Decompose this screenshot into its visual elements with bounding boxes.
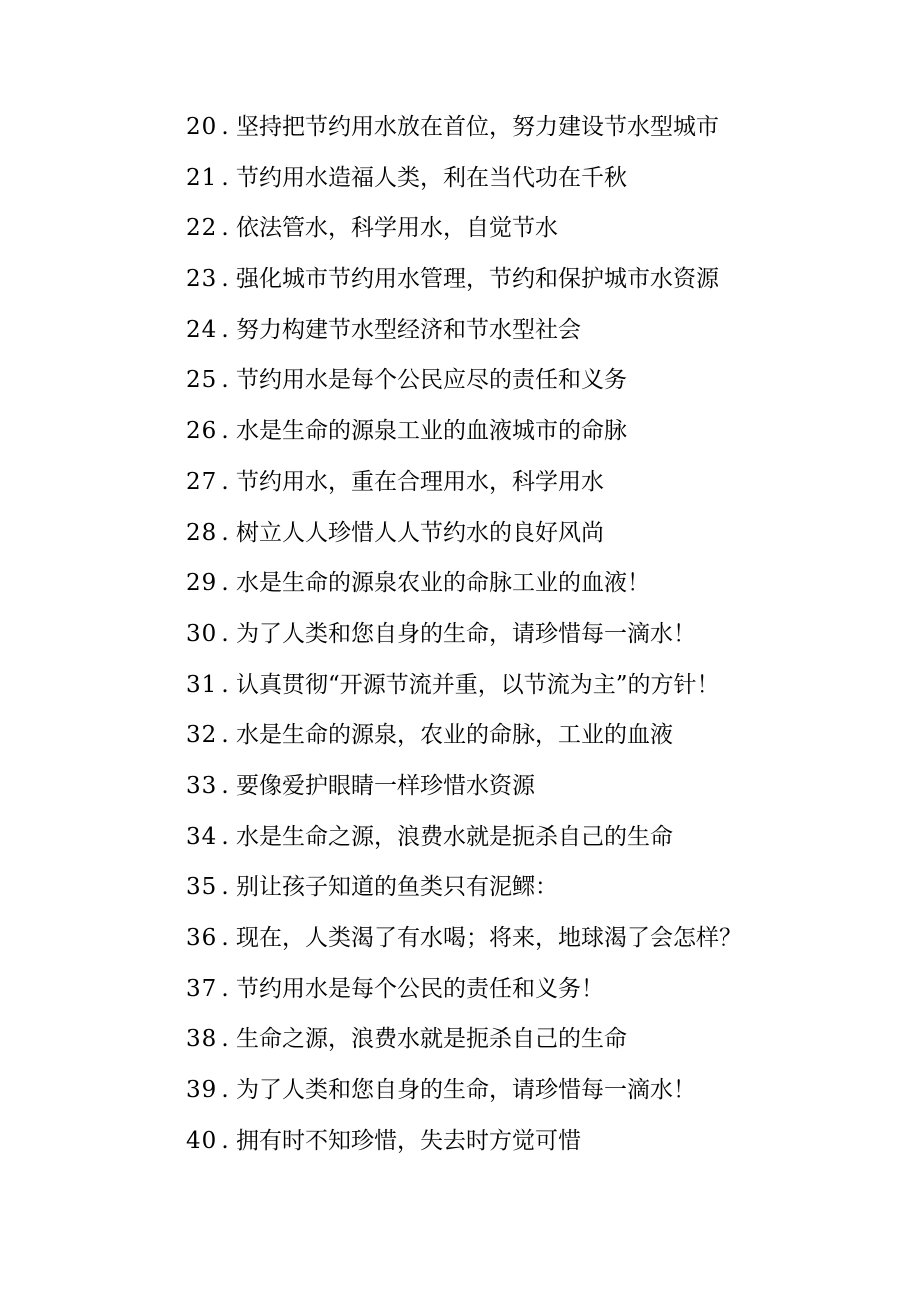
list-item [186,964,742,1015]
item-text: 现在，人类渴了有水喝；将来，地球渴了会怎样？ [236,925,742,951]
item-text: 生命之源，浪费水就是扼杀自己的生命 [236,1026,627,1053]
item-separator: . [221,925,229,951]
item-number: 25 [186,367,218,394]
item-text: 别让孩子知道的鱼类只有泥鳏： [236,874,558,901]
list-item [186,913,742,964]
list-item [186,254,742,305]
item-number: 27 [186,468,218,495]
list-item [186,355,742,406]
item-text: 水是生命的源泉，农业的命脉，工业的血液 [236,722,673,749]
item-separator: . [221,874,229,901]
item-separator: . [221,1127,229,1154]
item-separator: . [221,1026,229,1053]
item-text: 为了人类和您自身的生命，请珍惜每一滴水！ [236,1077,696,1104]
item-separator: . [221,620,229,647]
item-text: 依法管水，科学用水，自觉节水 [236,215,558,242]
item-separator: . [221,266,229,293]
item-text: 拥有时不知珍惜，失去时方觉可惜 [236,1127,581,1154]
item-separator: . [221,164,229,191]
item-text: 水是生命的源泉农业的命脉工业的血液！ [236,570,650,597]
list-item [186,862,742,913]
list-item [186,102,742,153]
item-separator: . [221,519,229,546]
item-number: 28 [186,519,218,546]
item-number: 39 [186,1077,218,1104]
slogan-list [186,102,742,1166]
list-item [186,660,742,711]
item-number: 35 [186,874,218,901]
item-separator: . [221,772,229,799]
item-text: 努力构建节水型经济和节水型社会 [236,316,581,343]
item-number: 23 [186,266,218,293]
item-number: 30 [186,620,218,647]
item-text: 节约用水是每个公民的责任和义务！ [236,975,604,1002]
item-number: 26 [186,418,218,445]
item-number: 24 [186,316,218,343]
list-item [186,558,742,609]
list-item [186,305,742,356]
list-item [186,1065,742,1116]
item-separator: . [221,114,229,140]
item-separator: . [221,671,229,698]
item-separator: . [221,367,229,394]
item-number: 31 [186,671,218,698]
item-text: 节约用水造福人类，利在当代功在千秋 [236,164,627,191]
item-number: 40 [186,1127,218,1154]
item-text: 水是生命之源，浪费水就是扼杀自己的生命 [236,823,673,850]
list-item [186,1116,742,1167]
item-text: 节约用水是每个公民应尽的责任和义务 [236,367,627,394]
list-item [186,508,742,559]
list-item [186,761,742,812]
list-item [186,153,742,204]
item-number: 34 [186,823,218,850]
item-text: 坚持把节约用水放在首位，努力建设节水型城市 [236,114,719,140]
item-text: 节约用水，重在合理用水，科学用水 [236,468,604,495]
item-separator: . [221,468,229,495]
item-number: 38 [186,1026,218,1053]
list-item [186,710,742,761]
item-number: 29 [186,570,218,597]
item-text: 水是生命的源泉工业的血液城市的命脉 [236,418,627,445]
item-number: 32 [186,722,218,749]
list-item [186,812,742,863]
item-number: 21 [186,164,218,191]
item-separator: . [221,215,229,242]
item-separator: . [221,975,229,1002]
item-number: 33 [186,772,218,799]
item-separator: . [221,1077,229,1104]
item-text: 强化城市节约用水管理，节约和保护城市水资源 [236,266,719,293]
item-number: 36 [186,925,218,951]
list-item [186,1014,742,1065]
item-text: 树立人人珍惜人人节约水的良好风尚 [236,519,604,546]
item-text: 认真贯彻“开源节流并重，以节流为主”的方针！ [236,671,720,698]
item-text: 要像爱护眼睛一样珍惜水资源 [236,772,535,799]
item-separator: . [221,823,229,850]
item-separator: . [221,570,229,597]
item-number: 22 [186,215,218,242]
item-separator: . [221,316,229,343]
list-item [186,406,742,457]
item-text: 为了人类和您自身的生命，请珍惜每一滴水！ [236,620,696,647]
item-separator: . [221,722,229,749]
list-item [186,457,742,508]
list-item [186,203,742,254]
list-item [186,609,742,660]
item-separator: . [221,418,229,445]
item-number: 37 [186,975,218,1002]
item-number: 20 [186,114,218,140]
